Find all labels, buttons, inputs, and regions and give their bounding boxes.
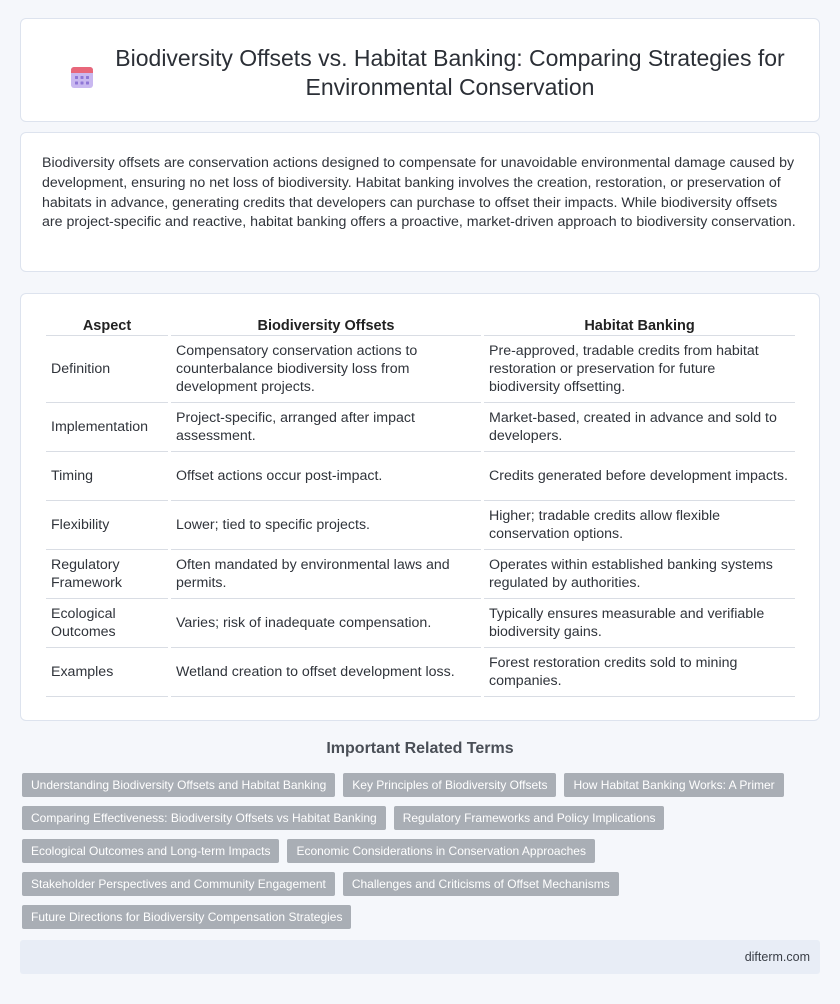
offsets-cell: Offset actions occur post-impact. (171, 452, 481, 501)
related-term-link[interactable]: Challenges and Criticisms of Offset Mechanisms (343, 872, 619, 896)
related-term-link[interactable]: Key Principles of Biodiversity Offsets (343, 773, 556, 797)
page-title: Biodiversity Offsets vs. Habitat Banking: Comparing Strategies for Environmental Conservation (115, 45, 785, 100)
table-row (46, 599, 795, 648)
aspect-cell: Ecological Outcomes (46, 599, 168, 648)
banking-cell: Forest restoration credits sold to mining companies. (484, 648, 795, 697)
aspect-cell: Examples (46, 648, 168, 697)
related-term-link[interactable]: Understanding Biodiversity Offsets and Habitat Banking (22, 773, 335, 797)
aspect-cell: Definition (46, 336, 168, 403)
aspect-cell: Regulatory Framework (46, 550, 168, 599)
table-row (46, 452, 795, 501)
related-term-link[interactable]: Stakeholder Perspectives and Community Engagement (22, 872, 335, 896)
banking-cell: Credits generated before development impacts. (484, 452, 795, 501)
related-term-link[interactable]: Future Directions for Biodiversity Compensation Strategies (22, 905, 351, 929)
offsets-cell: Wetland creation to offset development loss. (171, 648, 481, 697)
banking-cell: Operates within established banking systems regulated by authorities. (484, 550, 795, 599)
table-row (46, 648, 795, 697)
offsets-cell: Often mandated by environmental laws and permits. (171, 550, 481, 599)
aspect-cell: Flexibility (46, 501, 168, 550)
banking-cell: Pre-approved, tradable credits from habitat restoration or preservation for future biodiversity offsetting. (484, 336, 795, 403)
offsets-cell: Compensatory conservation actions to counterbalance biodiversity loss from development projects. (171, 336, 481, 403)
related-term-link[interactable]: Regulatory Frameworks and Policy Implications (394, 806, 665, 830)
table-row (46, 501, 795, 550)
related-term-link[interactable]: How Habitat Banking Works: A Primer (564, 773, 783, 797)
table-row (46, 403, 795, 452)
column-header-aspect: Aspect (46, 315, 168, 336)
banking-cell: Higher; tradable credits allow flexible conservation options. (484, 501, 795, 550)
table-header-row (46, 315, 795, 336)
column-header-habitat-banking: Habitat Banking (484, 315, 795, 336)
related-terms-heading: Important Related Terms (326, 740, 514, 757)
related-term-link[interactable]: Ecological Outcomes and Long-term Impacts (22, 839, 279, 863)
aspect-cell: Implementation (46, 403, 168, 452)
header-card (20, 18, 820, 122)
footer-site-link[interactable]: difterm.com (744, 950, 810, 964)
banking-cell: Market-based, created in advance and sold to developers. (484, 403, 795, 452)
column-header-biodiversity-offsets: Biodiversity Offsets (171, 315, 481, 336)
related-terms-list (22, 773, 802, 929)
intro-card (20, 132, 820, 272)
offsets-cell: Project-specific, arranged after impact assessment. (171, 403, 481, 452)
table-row (46, 550, 795, 599)
table-row (46, 336, 795, 403)
comparison-table-card (20, 293, 820, 721)
related-term-link[interactable]: Economic Considerations in Conservation Approaches (287, 839, 595, 863)
intro-paragraph: Biodiversity offsets are conservation actions designed to compensate for unavoidable environmental damage caused by development, ensuring no net loss of biodiversity. Habitat banking involves the creation, restoration, or preservation of habitats in advance, generating credits that developers can purchase to offset their impacts. While biodiversity offsets are project-specific and reactive, habitat banking offers a proactive, market-driven approach to biodiversity conservation. (42, 155, 796, 231)
offsets-cell: Varies; risk of inadequate compensation. (171, 599, 481, 648)
offsets-cell: Lower; tied to specific projects. (171, 501, 481, 550)
comparison-table (43, 315, 798, 697)
banking-cell: Typically ensures measurable and verifiable biodiversity gains. (484, 599, 795, 648)
related-term-link[interactable]: Comparing Effectiveness: Biodiversity Offsets vs Habitat Banking (22, 806, 386, 830)
aspect-cell: Timing (46, 452, 168, 501)
footer (20, 940, 820, 974)
